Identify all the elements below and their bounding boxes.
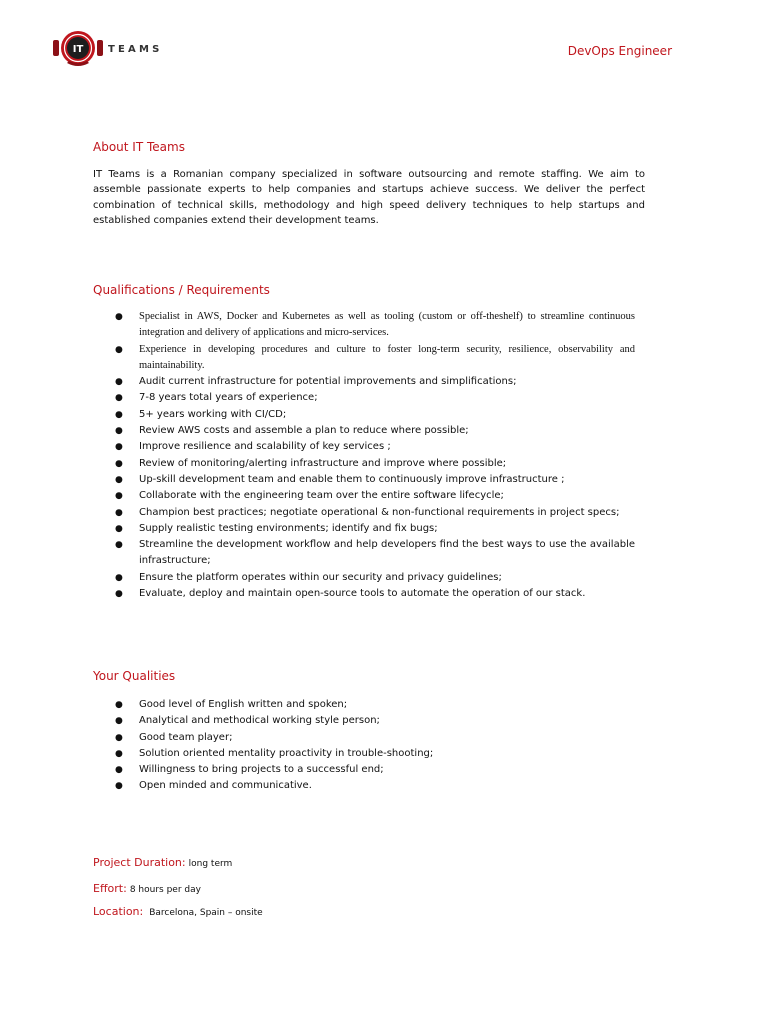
about-heading: About IT Teams	[93, 140, 185, 154]
list-item: ● Analytical and methodical working style person;	[115, 715, 380, 727]
list-item: ● Evaluate, deploy and maintain open-source tools to automate the operation of our stack.	[115, 588, 586, 600]
list-item: ● 7-8 years total years of experience;	[115, 392, 318, 404]
brand-name: TEAMS	[108, 44, 163, 55]
effort-value: 8 hours per day	[129, 885, 201, 895]
effort-label: Effort:	[93, 882, 127, 895]
list-item: ● Audit current infrastructure for potential improvements and simplifications;	[115, 376, 517, 388]
about-paragraph: IT Teams is a Romanian company specialized in software outsourcing and remote staffing. We aim to assemble passionate experts to help companies and startups achieve success. We deliver the perfect combination of technical skills, methodology and high speed delivery techniques to help startups and established companies extend their development teams.	[93, 169, 645, 227]
list-item: ● Specialist in AWS, Docker and Kubernetes as well as tooling (custom or off-theshelf) to streamline continuous integration and delivery of applications and micro-services.	[115, 311, 635, 339]
list-item: ● Willingness to bring projects to a successful end;	[115, 764, 384, 776]
job-title: DevOps Engineer	[567, 44, 672, 58]
list-item: ● Experience in developing procedures and culture to foster long-term security, resilience, observability and maintainability.	[115, 343, 635, 371]
qualifications-heading: Qualifications / Requirements	[93, 283, 270, 297]
project-duration-value: long term	[188, 859, 233, 869]
list-item: ● Good team player;	[115, 731, 233, 743]
list-item: ● Open minded and communicative.	[115, 780, 312, 792]
your-qualities-heading: Your Qualities	[93, 669, 176, 683]
list-item: ● 5+ years working with CI/CD;	[115, 408, 287, 420]
list-item: ● Review AWS costs and assemble a plan to reduce where possible;	[115, 425, 469, 437]
list-item: ● Up-skill development team and enable them to continuously improve infrastructure ;	[115, 473, 565, 485]
list-item: ● Supply realistic testing environments; identify and fix bugs;	[115, 522, 438, 534]
list-item: ● Review of monitoring/alerting infrastructure and improve where possible;	[115, 457, 507, 469]
location-value: Barcelona, Spain – onsite	[149, 908, 263, 918]
list-item: ● Solution oriented mentality proactivity in trouble-shooting;	[115, 747, 434, 759]
list-item: ● Streamline the development workflow and help developers find the best ways to use the available infrastructure;	[115, 539, 635, 567]
list-item: ● Champion best practices; negotiate operational & non-functional requirements in project specs;	[115, 506, 620, 518]
project-duration-label: Project Duration:	[93, 856, 186, 869]
effort-row	[93, 882, 201, 895]
project-duration-row	[93, 856, 232, 869]
logo-mark-text: IT	[72, 44, 84, 55]
qualifications-list	[115, 309, 635, 602]
location-row	[93, 905, 263, 918]
list-item: ● Ensure the platform operates within our security and privacy guidelines;	[115, 571, 502, 583]
list-item: ● Collaborate with the engineering team over the entire software lifecycle;	[115, 490, 504, 502]
location-label: Location:	[93, 905, 144, 918]
list-item: ● Good level of English written and spoken;	[115, 699, 348, 710]
list-item: ● Improve resilience and scalability of key services ;	[115, 441, 391, 453]
your-qualities-list	[115, 697, 635, 795]
